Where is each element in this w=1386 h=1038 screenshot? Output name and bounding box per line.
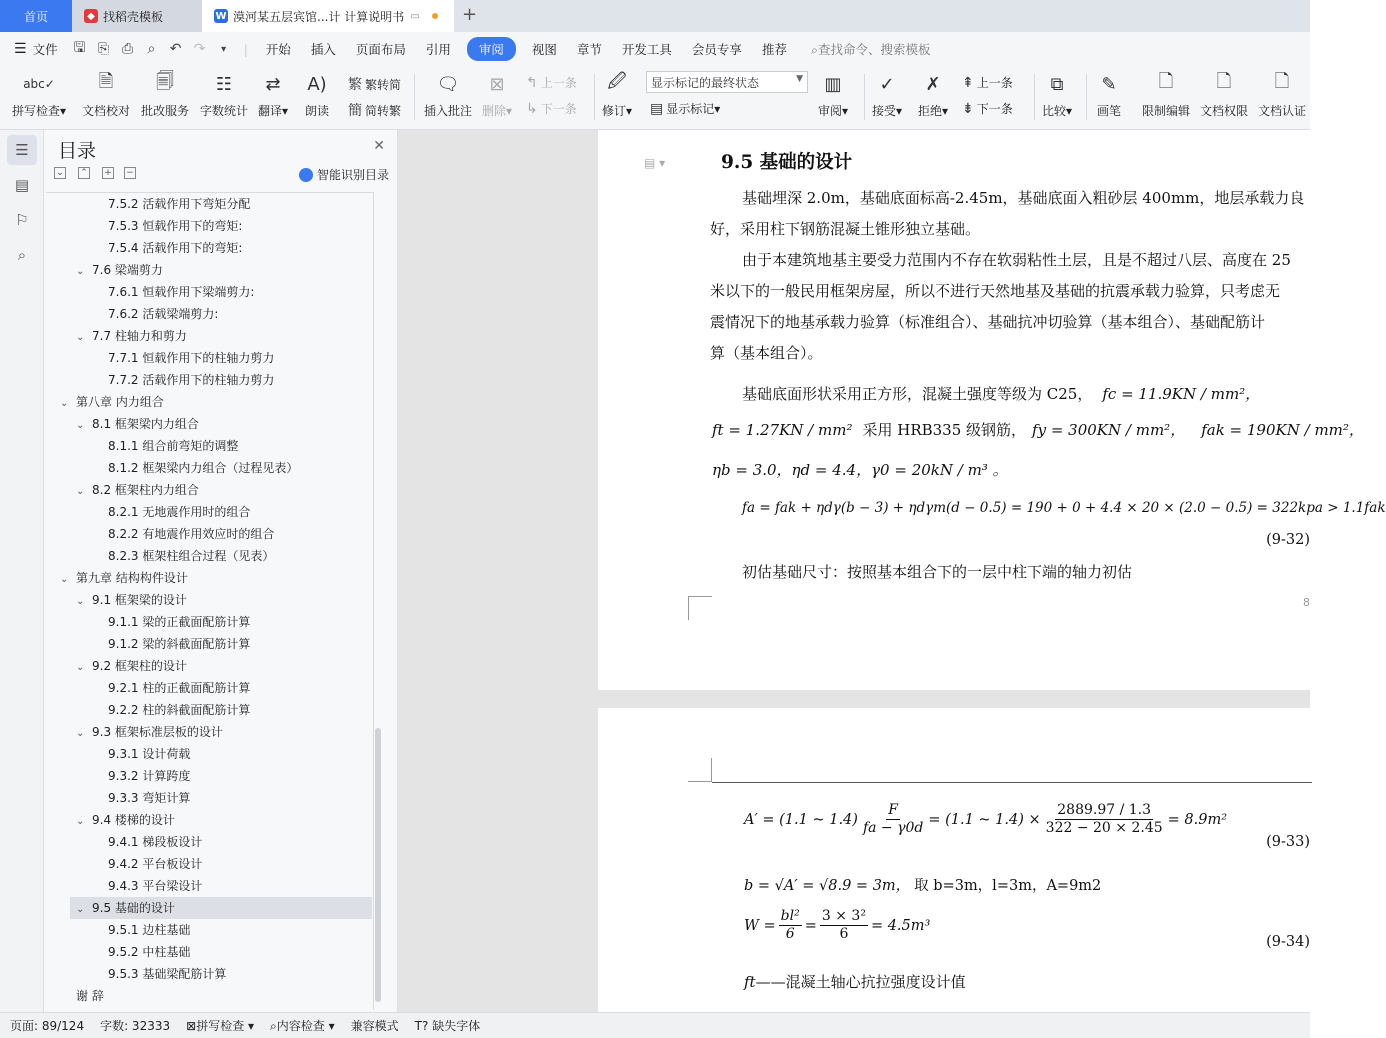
- fraction: [820, 908, 868, 943]
- tab-template[interactable]: [72, 0, 202, 32]
- toc-item[interactable]: [46, 699, 374, 721]
- toc-item[interactable]: [46, 391, 374, 413]
- ribbon-divider: [594, 74, 595, 120]
- paragraph-line: [712, 420, 1364, 440]
- hamburger-icon[interactable]: ☰: [14, 41, 27, 57]
- formula-fa: fa = fak + ηdγ(b − 3) + ηdγm(d − 0.5) = 190 + 0 + 4.4 × 20 × (2.0 − 0.5) = 322kpa > 1.1fak: [742, 500, 1386, 516]
- toc-item-label: 7.5.3 恒载作用下的弯矩:: [108, 219, 243, 233]
- markup-display-value: 显示标记的最终状态: [651, 76, 760, 90]
- collapse-all-icon[interactable]: ⌄: [54, 167, 66, 179]
- crop-mark: [688, 758, 712, 782]
- document-page: [598, 130, 1386, 690]
- chevron-down-icon: ▼: [796, 74, 803, 84]
- paragraph-line: 算（基本组合）。: [710, 344, 823, 362]
- toc-item[interactable]: [46, 655, 374, 677]
- toc-panel-icon[interactable]: ☰: [7, 135, 37, 165]
- toc-item[interactable]: [46, 215, 374, 237]
- new-tab-button[interactable]: +: [462, 4, 478, 25]
- numerator: bl²: [780, 908, 800, 924]
- paragraph-menu-icon[interactable]: ▤ ▾: [644, 156, 666, 170]
- toc-item-label: 9.5.2 中柱基础: [108, 945, 191, 959]
- delete-comment-icon: ⊠: [489, 73, 505, 95]
- word-count-button[interactable]: [200, 70, 248, 119]
- doc-proof-icon: 🗎: [98, 71, 114, 92]
- ink-button[interactable]: [1096, 70, 1122, 119]
- paragraph-line: 好，采用柱下钢筋混凝土锥形独立基础。: [710, 220, 981, 238]
- toc-scrollbar[interactable]: [375, 728, 381, 1002]
- toc-item-label: 9.3.1 设计荷载: [108, 747, 191, 761]
- compare-button[interactable]: ⧉ 比较▾: [1042, 70, 1072, 119]
- ribbon-divider: [1086, 74, 1087, 120]
- toc-item[interactable]: [46, 523, 374, 545]
- tab-template-label: 找稻壳模板: [103, 9, 164, 24]
- formula-part: W =: [744, 917, 776, 934]
- prev-change-icon: ⇞: [962, 74, 974, 91]
- toc-item-label: 7.7 柱轴力和剪力: [92, 329, 187, 343]
- doc-permission-button[interactable]: [1200, 70, 1248, 119]
- toc-item-label: 8.1.1 组合前弯矩的调整: [108, 439, 239, 453]
- tab-document-label: 漠河某五层宾馆...计 计算说明书: [233, 9, 405, 24]
- prev-change-label: 上一条: [976, 76, 1013, 90]
- review-pane-label: 审阅: [818, 104, 843, 118]
- search-icon: ⌕: [810, 42, 818, 57]
- revise-icon: 🖉: [607, 71, 627, 92]
- page-number: 8: [1303, 596, 1310, 609]
- to-traditional-icon: 簡: [348, 103, 362, 119]
- toc-item[interactable]: [46, 721, 374, 743]
- next-comment-label: 下一条: [540, 102, 577, 116]
- formula-w: [744, 908, 930, 943]
- chevron-down-icon[interactable]: ⌄: [76, 728, 85, 739]
- toc-item[interactable]: [46, 985, 374, 1007]
- toc-item-label: 9.1.1 梁的正截面配筋计算: [108, 615, 251, 629]
- toc-item[interactable]: [46, 941, 374, 963]
- paragraph-line: 由于本建筑地基主要受力范围内不存在软弱粘性土层，且是不超过八层、高度在 25: [742, 251, 1291, 269]
- document-page: [598, 708, 1310, 1012]
- command-search-placeholder: 查找命令、搜索模板: [817, 42, 931, 57]
- delete-comment-label: 删除: [482, 104, 507, 118]
- status-bar: [0, 1012, 1310, 1038]
- toc-item-label: 9.2.2 柱的斜截面配筋计算: [108, 703, 251, 717]
- export-icon[interactable]: ⎘: [97, 41, 110, 57]
- accept-label: 接受: [872, 104, 897, 118]
- toc-item-label: 7.7.2 活载作用下的柱轴力剪力: [108, 373, 275, 387]
- toc-item-label: 8.2 框架柱内力组合: [92, 483, 199, 497]
- doc-permission-icon: 🗋: [1216, 71, 1232, 92]
- tab-bar: [0, 0, 1310, 32]
- equation-number: (9-32): [1266, 532, 1310, 548]
- chevron-down-icon[interactable]: ⌄: [76, 486, 85, 497]
- to-simplified-icon: 繁: [348, 77, 362, 93]
- formula-part: A′ = (1.1 ~ 1.4): [744, 811, 858, 828]
- add-heading-icon[interactable]: +: [102, 167, 114, 179]
- compare-label: 比较: [1042, 104, 1067, 118]
- toc-item[interactable]: [46, 325, 374, 347]
- toc-panel: [44, 130, 398, 1012]
- denominator: 322 − 20 × 2.45: [1045, 820, 1163, 836]
- denominator: 6: [839, 926, 849, 942]
- toc-item[interactable]: [46, 435, 374, 457]
- formula-note: 取 b=3m，l=3m，A=9m2: [914, 878, 1102, 894]
- review-ribbon: [0, 66, 1310, 130]
- toc-item[interactable]: [46, 303, 374, 325]
- menu-devtools[interactable]: 开发工具: [621, 42, 672, 57]
- crop-mark: [688, 596, 712, 620]
- paragraph-text: 采用 HRB335 级钢筋，: [862, 421, 1027, 439]
- formula-b: [744, 874, 1101, 895]
- review-pane-icon: ▥: [824, 73, 842, 95]
- toc-item-label: 第九章 结构构件设计: [76, 571, 188, 585]
- toc-item-label: 9.4.2 平台板设计: [108, 857, 203, 871]
- prev-change-button[interactable]: [962, 74, 1013, 91]
- toc-list: [46, 192, 374, 1010]
- show-markup-button[interactable]: ▤ 显示标记 ▾: [650, 100, 721, 117]
- spell-check-status-icon: ⊠: [186, 1019, 197, 1033]
- toc-item-label: 9.4.3 平台梁设计: [108, 879, 203, 893]
- toc-item-label: 7.5.2 活载作用下弯矩分配: [108, 197, 251, 211]
- toc-item-label: 7.6.2 活载梁端剪力:: [108, 307, 219, 321]
- fraction: [1044, 802, 1165, 837]
- chevron-down-icon[interactable]: ⌄: [76, 662, 85, 673]
- toc-item[interactable]: [46, 743, 374, 765]
- paragraph-line: [742, 384, 1260, 404]
- review-pane-button[interactable]: ▥ 审阅▾: [818, 70, 848, 119]
- accept-button[interactable]: ✓ 接受▾: [872, 70, 902, 119]
- formula-ft: ft = 1.27KN / mm²: [712, 421, 853, 439]
- read-aloud-button[interactable]: [304, 70, 330, 119]
- close-icon[interactable]: ✕: [373, 138, 385, 154]
- smart-toc-button[interactable]: [299, 166, 389, 183]
- ribbon-divider: [864, 74, 865, 120]
- to-traditional-button[interactable]: [348, 100, 401, 120]
- menu-divider: |: [243, 41, 248, 57]
- to-traditional-label: 简转繁: [365, 103, 402, 118]
- tab-home[interactable]: [0, 0, 72, 32]
- toc-item-label: 9.3.2 计算跨度: [108, 769, 191, 783]
- prev-comment-label: 上一条: [540, 76, 577, 90]
- prev-comment-icon: ↰: [526, 74, 538, 91]
- formula-part: b = √A′ = √8.9 = 3m，: [744, 878, 911, 894]
- batch-service-button[interactable]: [141, 70, 189, 119]
- toc-item-label: 8.2.3 框架柱组合过程（见表）: [108, 549, 275, 563]
- toc-item[interactable]: [46, 633, 374, 655]
- toc-item[interactable]: [46, 919, 374, 941]
- insert-comment-button[interactable]: [424, 70, 472, 119]
- redo-icon[interactable]: ↷: [193, 41, 206, 57]
- reject-icon: ✗: [925, 73, 941, 95]
- denominator: fa − γ0d: [862, 820, 924, 836]
- next-change-icon: ⇟: [962, 100, 974, 117]
- menu-chapter[interactable]: 章节: [576, 42, 602, 57]
- paragraph-line: [744, 972, 966, 992]
- next-change-button[interactable]: [962, 100, 1013, 117]
- formula-part: = 4.5m³: [870, 917, 931, 934]
- toc-item-label: 7.6.1 恒载作用下梁端剪力:: [108, 285, 255, 299]
- status-content-check[interactable]: ⌕内容检查 ▾: [270, 1019, 335, 1033]
- prev-comment-button[interactable]: [526, 74, 577, 91]
- chevron-down-icon[interactable]: ⌄: [76, 420, 85, 431]
- status-spell-label: 拼写检查: [196, 1019, 245, 1033]
- print-icon[interactable]: ⎙: [121, 41, 134, 57]
- toc-item-label: 9.1.2 梁的斜截面配筋计算: [108, 637, 251, 651]
- paragraph-line: 米以下的一般民用框架房屋，所以不进行天然地基及基础的抗震承载力验算，只考虑无: [710, 282, 1281, 300]
- menu-member[interactable]: 会员专享: [691, 42, 742, 57]
- tab-home-label: 首页: [23, 9, 48, 24]
- chevron-down-icon[interactable]: ⌄: [76, 816, 85, 827]
- menu-view[interactable]: 视图: [531, 42, 557, 57]
- show-markup-label: 显示标记: [666, 102, 715, 116]
- formula-fak: fak = 190KN / mm²，: [1201, 421, 1364, 439]
- chapter-nav-icon[interactable]: ▤: [14, 176, 30, 194]
- section-heading: 9.5 基础的设计: [721, 152, 853, 173]
- chevron-down-icon[interactable]: ⌄: [76, 596, 85, 607]
- toc-item-label: 9.4.1 梯段板设计: [108, 835, 203, 849]
- content-check-icon: ⌕: [270, 1019, 277, 1033]
- menu-insert[interactable]: 插入: [310, 42, 336, 57]
- equation-number: (9-33): [1266, 834, 1310, 850]
- numerator: 3 × 3²: [821, 908, 866, 924]
- toc-item[interactable]: [46, 347, 374, 369]
- word-count-icon: ☷: [215, 73, 233, 95]
- numerator: 2889.97 / 1.3: [1057, 802, 1152, 818]
- paragraph-text: 基础底面形状采用正方形，混凝土强度等级为 C25，: [742, 385, 1093, 403]
- toc-item[interactable]: [70, 897, 372, 919]
- toc-item-label: 谢 辞: [76, 989, 104, 1003]
- formula-part: = (1.1 ~ 1.4) ×: [928, 811, 1041, 828]
- chevron-down-icon[interactable]: ⌄: [60, 574, 69, 585]
- word-count-indicator[interactable]: 字数: 32333: [100, 1019, 171, 1033]
- word-doc-icon: W: [215, 10, 227, 22]
- toc-item-label: 第八章 内力组合: [76, 395, 164, 409]
- menu-review[interactable]: 审阅: [467, 37, 516, 61]
- toc-item[interactable]: [46, 831, 374, 853]
- toc-item[interactable]: [46, 677, 374, 699]
- command-search[interactable]: [811, 40, 931, 58]
- denominator: 6: [785, 926, 795, 942]
- paragraph-text: ——混凝土轴心抗拉强度设计值: [755, 973, 966, 991]
- toc-item[interactable]: [46, 457, 374, 479]
- to-simplified-button[interactable]: [348, 74, 401, 94]
- read-aloud-icon: A): [307, 73, 327, 95]
- page-indicator[interactable]: 页面: 89/124: [10, 1019, 85, 1033]
- toc-item[interactable]: [46, 237, 374, 259]
- menu-bar: [0, 32, 1310, 66]
- paragraph-line: 震情况下的地基承载力验算（标准组合）、基础抗冲切验算（基本组合）、基础配筋计: [710, 313, 1266, 331]
- toc-item[interactable]: [46, 875, 374, 897]
- translate-button[interactable]: ⇄ 翻译▾: [258, 70, 288, 119]
- translate-label: 翻译: [258, 104, 283, 118]
- preview-icon[interactable]: ⌕: [147, 41, 156, 57]
- revise-label: 修订: [602, 104, 627, 118]
- toc-item[interactable]: [46, 259, 374, 281]
- numerator: F: [888, 802, 898, 818]
- spell-check-button[interactable]: abc✓ 拼写检查▾: [12, 70, 66, 119]
- smart-toc-icon: [299, 168, 313, 182]
- smart-toc-label: 智能识别目录: [316, 168, 389, 182]
- chevron-down-icon[interactable]: ⌄: [76, 266, 85, 277]
- doc-certify-icon: 🗋: [1274, 71, 1290, 92]
- toc-item-label: 7.7.1 恒载作用下的柱轴力剪力: [108, 351, 275, 365]
- read-aloud-label: 朗读: [304, 104, 329, 118]
- toc-item[interactable]: [46, 809, 374, 831]
- doc-proof-label: 文档校对: [82, 104, 131, 118]
- nav-icon-strip: [0, 130, 44, 1012]
- paragraph-line: 初估基础尺寸：按照基本组合下的一层中柱下端的轴力初估: [742, 563, 1133, 581]
- toc-item-label: 9.5.3 基础梁配筋计算: [108, 967, 227, 981]
- find-icon[interactable]: ⌕: [17, 246, 27, 264]
- toc-item-label: 9.2 框架柱的设计: [92, 659, 187, 673]
- docer-icon: ◆: [84, 9, 98, 23]
- toc-item[interactable]: [46, 765, 374, 787]
- file-menu[interactable]: 文件: [32, 42, 58, 57]
- restrict-edit-label: 限制编辑: [1142, 104, 1191, 118]
- bookmark-icon[interactable]: ⚐: [15, 211, 29, 229]
- customize-chevron-icon[interactable]: ▾: [221, 43, 227, 55]
- next-comment-icon: ↳: [526, 100, 538, 117]
- toc-item[interactable]: [46, 545, 374, 567]
- toc-item[interactable]: [46, 281, 374, 303]
- tab-screen-icon[interactable]: ▭: [410, 10, 420, 22]
- lock-icon: 🗋: [1158, 71, 1174, 92]
- toc-item[interactable]: [46, 567, 374, 589]
- formula-fy: fy = 300KN / mm²，: [1032, 421, 1186, 439]
- batch-service-icon: 🗐: [156, 71, 174, 92]
- missing-font-icon: T?: [414, 1019, 429, 1033]
- toc-item[interactable]: [46, 787, 374, 809]
- expand-all-icon[interactable]: ⌃: [78, 167, 90, 179]
- paragraph-line: 基础埋深 2.0m，基础底面标高-2.45m，基础底面入粗砂层 400mm，地层承载力良: [742, 189, 1305, 207]
- ink-label: 画笔: [1096, 104, 1121, 118]
- formula-symbol: ft: [744, 973, 756, 991]
- toc-item[interactable]: [46, 369, 374, 391]
- ribbon-divider: [1034, 74, 1035, 120]
- fraction: [861, 802, 925, 837]
- unsaved-dot-icon: [432, 13, 438, 19]
- next-comment-button[interactable]: [526, 100, 577, 117]
- header-rule: [712, 782, 1312, 783]
- toc-item-label: 9.4 楼梯的设计: [92, 813, 175, 827]
- delete-comment-button[interactable]: ⊠ 删除▾: [482, 70, 512, 119]
- tab-document[interactable]: [202, 0, 454, 32]
- chevron-down-icon[interactable]: ⌄: [60, 398, 69, 409]
- markup-display-select[interactable]: [646, 71, 808, 93]
- insert-comment-label: 插入批注: [424, 104, 473, 118]
- doc-proof-button[interactable]: [82, 70, 130, 119]
- missing-font-button[interactable]: [415, 1017, 481, 1034]
- spell-check-label: 拼写检查: [12, 104, 61, 118]
- menu-layout[interactable]: 页面布局: [355, 42, 406, 57]
- menu-recommend[interactable]: 推荐: [761, 42, 787, 57]
- toc-item[interactable]: [46, 589, 374, 611]
- fraction: [779, 908, 802, 943]
- missing-font-label: 缺失字体: [432, 1019, 481, 1033]
- doc-certify-button[interactable]: [1258, 70, 1306, 119]
- compat-mode-indicator[interactable]: 兼容模式: [350, 1019, 399, 1033]
- formula-coefficients: ηb = 3.0，ηd = 4.4，γ0 = 20kN / m³ 。: [712, 461, 1008, 479]
- translate-icon: ⇄: [265, 73, 281, 95]
- insert-comment-icon: 🗨: [436, 73, 460, 95]
- ribbon-divider: [414, 74, 415, 120]
- formula-part: = 8.9m²: [1167, 811, 1228, 828]
- toc-item-label: 9.5.1 边柱基础: [108, 923, 191, 937]
- undo-icon[interactable]: ↶: [169, 41, 182, 57]
- toc-item[interactable]: [46, 501, 374, 523]
- formula-area: [744, 802, 1227, 837]
- toc-item-label: 9.2.1 柱的正截面配筋计算: [108, 681, 251, 695]
- word-count-label: 字数统计: [200, 104, 249, 118]
- toc-item[interactable]: [46, 963, 374, 985]
- equation-number: (9-34): [1266, 934, 1310, 950]
- chevron-down-icon[interactable]: ⌄: [76, 904, 85, 915]
- to-simplified-label: 繁转简: [365, 77, 402, 92]
- toc-item[interactable]: [46, 611, 374, 633]
- toc-item-label: 9.3 框架标准层板的设计: [92, 725, 223, 739]
- menu-start[interactable]: 开始: [265, 42, 291, 57]
- batch-service-label: 批改服务: [141, 104, 190, 118]
- accept-icon: ✓: [879, 73, 895, 95]
- show-markup-icon: ▤: [650, 100, 664, 117]
- toc-item[interactable]: [46, 193, 374, 215]
- spell-check-icon: abc✓: [23, 77, 55, 91]
- doc-permission-label: 文档权限: [1200, 104, 1249, 118]
- toc-item-label: 8.1.2 框架梁内力组合（过程见表）: [108, 461, 299, 475]
- status-spell-check[interactable]: ⊠拼写检查 ▾: [186, 1019, 255, 1033]
- toc-item[interactable]: [46, 413, 374, 435]
- toc-item-label: 9.3.3 弯矩计算: [108, 791, 191, 805]
- reject-label: 拒绝: [918, 104, 943, 118]
- remove-heading-icon[interactable]: −: [124, 167, 136, 179]
- pen-icon: ✎: [1101, 73, 1117, 95]
- toc-item-label: 8.1 框架梁内力组合: [92, 417, 199, 431]
- formula-fc: fc = 11.9KN / mm²，: [1102, 385, 1261, 403]
- formula-part: =: [804, 917, 817, 934]
- compare-icon: ⧉: [1050, 73, 1064, 95]
- toc-item-label: 9.5 基础的设计: [92, 901, 175, 915]
- save-icon[interactable]: 🖫: [73, 40, 86, 56]
- toc-item-label: 8.2.1 无地震作用时的组合: [108, 505, 251, 519]
- menu-reference[interactable]: 引用: [425, 42, 451, 57]
- doc-certify-label: 文档认证: [1258, 104, 1307, 118]
- next-change-label: 下一条: [976, 102, 1013, 116]
- toc-item-label: 7.5.4 活载作用下的弯矩:: [108, 241, 243, 255]
- toc-item-label: 9.1 框架梁的设计: [92, 593, 187, 607]
- restrict-edit-button[interactable]: [1142, 70, 1190, 119]
- status-content-label: 内容检查: [276, 1019, 325, 1033]
- toc-item-label: 8.2.2 有地震作用效应时的组合: [108, 527, 275, 541]
- revise-button[interactable]: 🖉 修订▾: [602, 71, 633, 118]
- toc-item[interactable]: [46, 853, 374, 875]
- document-area[interactable]: [398, 130, 1386, 1012]
- toc-item[interactable]: [46, 479, 374, 501]
- toc-item-label: 7.6 梁端剪力: [92, 263, 163, 277]
- reject-button[interactable]: ✗ 拒绝▾: [918, 70, 948, 119]
- chevron-down-icon[interactable]: ⌄: [76, 332, 85, 343]
- toc-title: 目录: [58, 140, 97, 162]
